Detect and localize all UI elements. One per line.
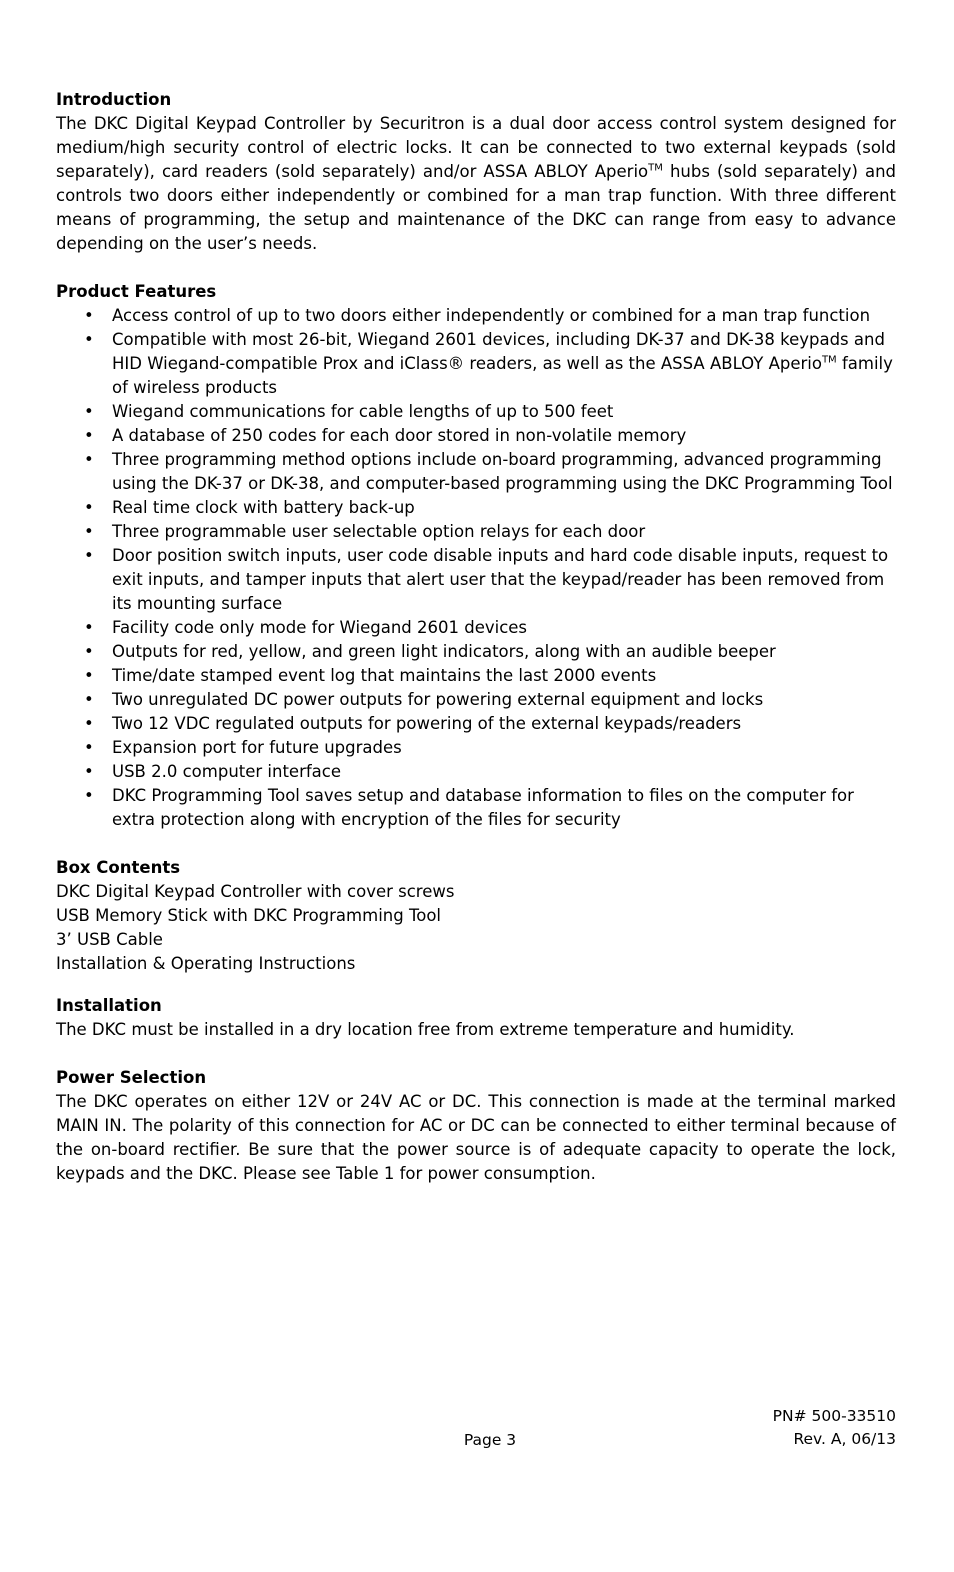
bullet-icon: •: [84, 714, 94, 733]
feature-item: [56, 688, 896, 712]
feature-item: [56, 544, 896, 616]
feature-item: [56, 496, 896, 520]
feature-item-text: Compatible with most 26-bit, Wiegand 2601 devices, including DK-37 and DK-38 keypads and HID Wiegand-compatible Prox and iClass® readers, as well as the ASSA ABLOY Aperio: [112, 330, 885, 373]
box-contents-item: 3’ USB Cable: [56, 930, 163, 949]
feature-item: [56, 736, 896, 760]
box-contents-item: USB Memory Stick with DKC Programming Tool: [56, 906, 442, 925]
feature-item: [56, 616, 896, 640]
feature-item: [56, 640, 896, 664]
feature-item-text: Time/date stamped event log that maintains the last 2000 events: [112, 666, 657, 685]
feature-item-text: Real time clock with battery back-up: [112, 498, 415, 517]
introduction-text-part-2: hubs (sold separately) and controls two doors either independently or combined for a man trap function. With three different means of programming, the setup and maintenance of the DKC can range from easy to advance depending on the user’s needs.: [56, 162, 897, 253]
feature-item: [56, 424, 896, 448]
trademark-superscript: TM: [821, 354, 837, 366]
introduction-heading: Introduction: [56, 90, 172, 109]
feature-item-text: Door position switch inputs, user code disable inputs and hard code disable inputs, request to exit inputs, and tamper inputs that alert user that the keypad/reader has been removed from its mounting surface: [112, 546, 889, 613]
introduction-text-part-1: The DKC Digital Keypad Controller by Securitron is a dual door access control system designed for medium/high security control of electric locks. It can be connected to two external keypads (sold separately), card readers (sold separately) and/or ASSA ABLOY Aperio: [56, 114, 896, 181]
feature-item: [56, 760, 896, 784]
bullet-icon: •: [84, 618, 94, 637]
installation-paragraph: The DKC must be installed in a dry location free from extreme temperature and humidity.: [56, 1020, 795, 1039]
power-selection-section: [56, 1066, 896, 1186]
feature-item-text: Two 12 VDC regulated outputs for powering of the external keypads/readers: [112, 714, 742, 733]
feature-item: [56, 328, 896, 400]
feature-item-text: Wiegand communications for cable lengths of up to 500 feet: [112, 402, 614, 421]
product-features-heading: Product Features: [56, 282, 217, 301]
feature-item-text: Three programming method options include on-board programming, advanced programming using the DK-37 or DK-38, and computer-based programming using the DKC Programming Tool: [112, 450, 893, 493]
box-contents-heading: Box Contents: [56, 858, 181, 877]
page-content: [56, 88, 896, 1186]
bullet-icon: •: [84, 450, 94, 469]
bullet-icon: •: [84, 738, 94, 757]
page-footer: [56, 1405, 896, 1453]
installation-heading: Installation: [56, 996, 162, 1015]
feature-item-text: DKC Programming Tool saves setup and database information to files on the computer for extra protection along with encryption of the files for security: [112, 786, 854, 829]
box-contents-item: Installation & Operating Instructions: [56, 954, 356, 973]
power-selection-heading: Power Selection: [56, 1068, 207, 1087]
feature-item: [56, 448, 896, 496]
introduction-paragraph: [56, 112, 896, 256]
bullet-icon: •: [84, 522, 94, 541]
feature-item-text: Expansion port for future upgrades: [112, 738, 402, 757]
feature-item: [56, 784, 896, 832]
power-selection-paragraph: The DKC operates on either 12V or 24V AC or DC. This connection is made at the terminal marked MAIN IN. The polarity of this connection for AC or DC can be connected to either terminal because of the on-board rectifier. Be sure that the power source is of adequate capacity to operate the lock, keypads and the DKC. Please see Table 1 for power consumption.: [56, 1092, 896, 1183]
feature-item-text: Two unregulated DC power outputs for powering external equipment and locks: [112, 690, 764, 709]
feature-item: [56, 664, 896, 688]
feature-item-text: Facility code only mode for Wiegand 2601 devices: [112, 618, 528, 637]
installation-section: [56, 994, 896, 1042]
bullet-icon: •: [84, 642, 94, 661]
feature-item-text: Outputs for red, yellow, and green light indicators, along with an audible beeper: [112, 642, 776, 661]
bullet-icon: •: [84, 546, 94, 565]
bullet-icon: •: [84, 402, 94, 421]
bullet-icon: •: [84, 330, 94, 349]
feature-item-text: A database of 250 codes for each door stored in non-volatile memory: [112, 426, 687, 445]
feature-item: [56, 400, 896, 424]
product-features-section: [56, 280, 896, 832]
feature-item-text-suffix: family of wireless products: [112, 354, 893, 397]
feature-item-text: Three programmable user selectable option relays for each door: [112, 522, 646, 541]
introduction-section: [56, 88, 896, 256]
page-number: Page 3: [463, 1431, 517, 1449]
bullet-icon: •: [84, 426, 94, 445]
bullet-icon: •: [84, 786, 94, 805]
bullet-icon: •: [84, 666, 94, 685]
revision-date: Rev. A, 06/13: [793, 1430, 896, 1448]
bullet-icon: •: [84, 498, 94, 517]
feature-item: [56, 520, 896, 544]
product-features-list: [56, 304, 896, 832]
part-number: PN# 500-33510: [772, 1407, 896, 1425]
bullet-icon: •: [84, 690, 94, 709]
trademark-superscript: TM: [648, 162, 663, 174]
bullet-icon: •: [84, 762, 94, 781]
feature-item-text: USB 2.0 computer interface: [112, 762, 342, 781]
feature-item-text: Access control of up to two doors either independently or combined for a man trap function: [112, 306, 871, 325]
bullet-icon: •: [84, 306, 94, 325]
feature-item: [56, 304, 896, 328]
feature-item: [56, 712, 896, 736]
box-contents-section: [56, 856, 896, 976]
box-contents-item: DKC Digital Keypad Controller with cover screws: [56, 882, 455, 901]
